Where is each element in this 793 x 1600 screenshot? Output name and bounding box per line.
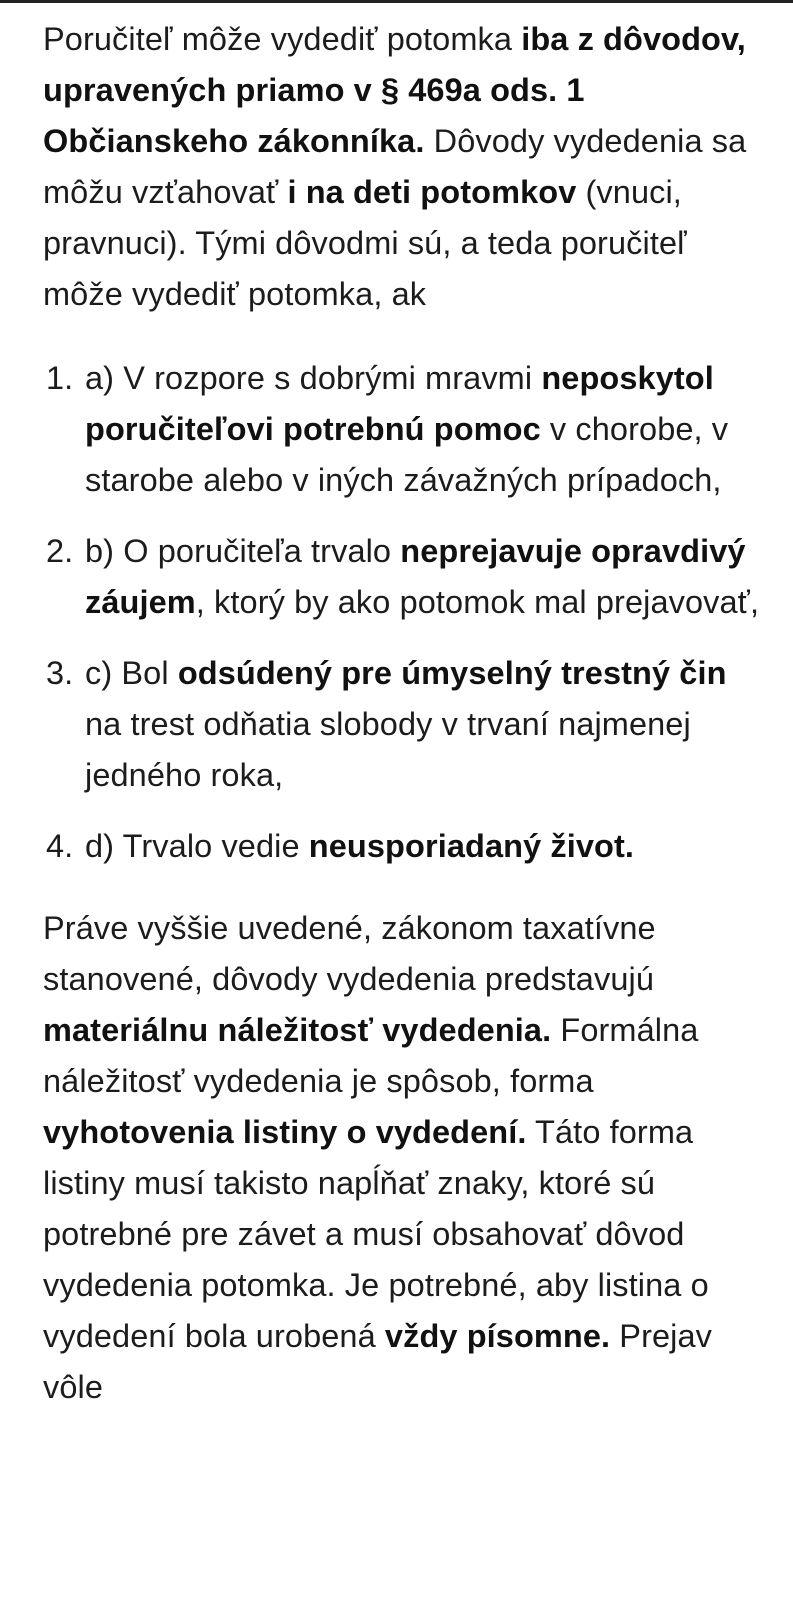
intro-text-1: Poručiteľ môže vydediť potomka [43,21,522,57]
list-item-text: c) Bol [85,655,178,691]
closing-text-2: Formálna náležitosť vydedenia je spôsob, forma [43,1012,699,1099]
disinheritance-reasons-list [43,353,763,872]
closing-text-1: Práve vyššie uvedené, zákonom taxatívne stanovené, dôvody vydedenia predstavujú [43,910,656,997]
closing-text-4: Prejav vôle [43,1318,713,1405]
list-item [43,648,763,801]
top-divider [0,0,793,3]
list-item-bold: neprejavuje opravdivý záujem [85,533,746,620]
intro-paragraph [43,14,763,320]
list-item-text: b) O poručiteľa trvalo [85,533,401,569]
list-item-bold: neusporiadaný život. [308,828,635,864]
list-item-text: na trest odňatia slobody v trvaní najmenej jedného roka, [85,706,691,793]
intro-bold-2: i na deti potomkov [287,174,577,210]
list-item [43,821,763,872]
list-item-number: 1. [46,360,74,396]
closing-text-3: Táto forma listiny musí takisto napĺňať znaky, ktoré sú potrebné pre závet a musí obsahovať dôvod vydedenia potomka. Je potrebné, aby listina o vydedení bola urobená [43,1114,709,1354]
closing-bold-2: vyhotovenia listiny o vydedení. [43,1114,527,1150]
article-body [43,14,763,1413]
intro-bold-1: iba z dôvodov, upravených priamo v § 469a ods. 1 Občianskeho zákonníka. [43,21,746,159]
intro-text-2: Dôvody vydedenia sa môžu vzťahovať [43,123,747,210]
list-item-bold: odsúdený pre úmyselný trestný čin [177,655,727,691]
list-item-text: d) Trvalo vedie [85,828,309,864]
closing-paragraph [43,903,763,1413]
list-item-number: 4. [46,828,74,864]
list-item-number: 3. [46,655,74,691]
list-item-number: 2. [46,533,74,569]
closing-bold-3: vždy písomne. [384,1318,611,1354]
closing-bold-1: materiálnu náležitosť vydedenia. [43,1012,552,1048]
list-item [43,526,763,628]
intro-text-3: (vnuci, pravnuci). Tými dôvodmi sú, a teda poručiteľ môže vydediť potomka, ak [43,174,687,312]
list-item [43,353,763,506]
list-item-text: a) V rozpore s dobrými mravmi [85,360,542,396]
list-item-text: v chorobe, v starobe alebo v iných závažných prípadoch, [85,411,729,498]
list-item-bold: neposkytol poručiteľovi potrebnú pomoc [85,360,714,447]
list-item-text: , ktorý by ako potomok mal prejavovať, [195,584,760,620]
